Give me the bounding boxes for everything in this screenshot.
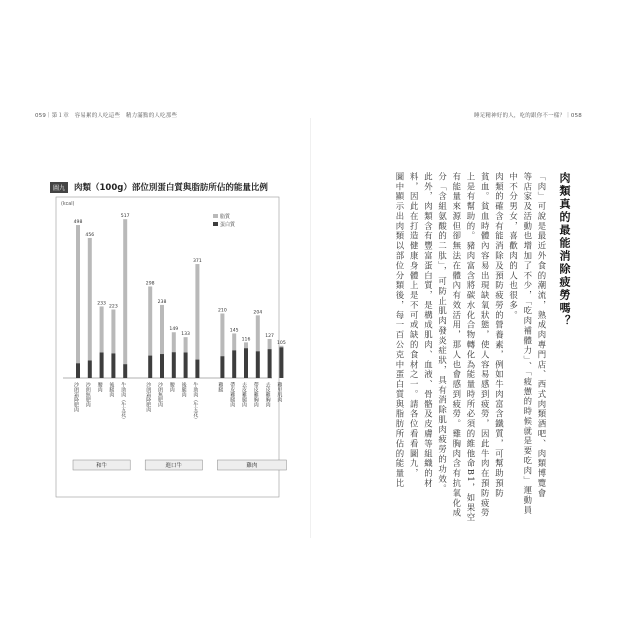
- category-label: 後腿肉: [180, 382, 187, 397]
- category-label: 牛助肉（牛五花）: [120, 382, 127, 422]
- category-label: 帶皮雞胸肉: [252, 382, 259, 407]
- body-column: 料，因此在打造健康身體上是不可或缺的食材之一。請各位看看圖九，: [409, 172, 420, 479]
- bar-protein: [111, 353, 115, 378]
- bar-total-label: 133: [181, 332, 190, 338]
- bar-protein: [160, 354, 164, 378]
- category-label: 雞腿: [217, 382, 224, 392]
- bar-total-label: 116: [241, 337, 251, 343]
- bar-total-label: 371: [193, 259, 202, 265]
- bar-fat: [244, 342, 248, 348]
- bar-protein: [220, 356, 224, 378]
- category-label: 雞里肌肉: [276, 382, 283, 402]
- bar-fat: [279, 346, 283, 348]
- category-label: 牛助肉（牛五花）: [192, 382, 199, 422]
- body-column: 中不分男女，喜歡肉的人也很多。: [508, 172, 519, 321]
- group-label: 和牛: [96, 463, 108, 469]
- bar-total-label: 149: [169, 327, 179, 333]
- bar-fat: [232, 333, 236, 350]
- bar-fat: [111, 310, 115, 354]
- bar-total-label: 105: [277, 340, 286, 346]
- figure-title: [50, 181, 268, 193]
- legend-swatch-fat: [213, 214, 218, 218]
- page-gutter: [310, 118, 311, 538]
- body-column: 貧血。貧血時體內容易出現缺氧狀態，使人容易感到疲勞，因此牛肉在預防疲勞: [480, 172, 491, 519]
- category-label: 沙朗霜降肥肉: [73, 382, 79, 412]
- bar-fat: [100, 306, 104, 352]
- category-label: 沙朗霜降肥肉: [145, 382, 152, 412]
- bar-fat: [184, 337, 188, 352]
- legend-label-protein: 蛋白質: [220, 222, 236, 228]
- left-page-header: 059｜第１章 容易累的人吃這些 精力滿點的人吃那些: [35, 113, 178, 119]
- bar-fat: [220, 314, 224, 357]
- bar-protein: [184, 353, 188, 378]
- body-column: 等店家及活動也增加了不少，「吃肉補體力」、「疲憊的時候就是要吃肉」運動員: [522, 172, 533, 516]
- category-label: 沙朗無肥肉: [84, 382, 91, 407]
- bar-protein: [232, 350, 236, 378]
- bar-protein: [76, 363, 80, 378]
- bar-fat: [88, 238, 92, 361]
- bar-protein: [123, 364, 127, 378]
- legend-label-fat: 脂質: [220, 214, 231, 220]
- body-column: 「肉」可說是最近外食的潮流，熟成肉專門店、西式肉類酒吧、肉類博覽會: [537, 172, 547, 499]
- bar-fat: [195, 264, 199, 360]
- category-label: 腰肉: [96, 382, 103, 392]
- body-column: 分「含組氨酸的二肽」，可防止肌肉發炎症狀，具有消除肌肉疲勞的功效。: [437, 172, 448, 495]
- category-label: 腰肉: [168, 382, 175, 392]
- group-label: 雞肉: [246, 463, 258, 469]
- bar-total-label: 210: [218, 308, 227, 314]
- figure-title-text: 肉類（100g）部位別蛋白質與脂肪所佔的能量比例: [74, 183, 268, 193]
- figure-badge: 圖九: [50, 182, 68, 193]
- body-column: 圖中顯示出肉類以部位分類後，每一百公克中蛋白質與脂肪所佔的能量比: [395, 172, 405, 489]
- bar-protein: [195, 360, 199, 378]
- bar-total-label: 127: [265, 333, 274, 339]
- bar-fat: [148, 286, 152, 355]
- bar-total-label: 204: [253, 310, 263, 316]
- bar-fat: [256, 315, 260, 351]
- category-label: 沙朗無肥肉: [157, 382, 163, 407]
- group-label: 進口牛: [165, 463, 183, 469]
- category-label: 去皮雞胸肉: [264, 382, 271, 407]
- bar-total-label: 233: [97, 301, 106, 307]
- y-axis-label: (kcal): [61, 202, 75, 207]
- bar-total-label: 517: [120, 214, 130, 220]
- bar-fat: [172, 332, 176, 352]
- category-label: 後腿肉: [108, 382, 115, 397]
- bar-total-label: 298: [145, 281, 155, 287]
- bar-total-label: 456: [85, 232, 95, 238]
- section-heading: 肉類真的最能消除疲勞嗎？: [558, 172, 571, 328]
- legend-swatch-protein: [213, 222, 218, 226]
- bar-protein: [244, 348, 248, 378]
- bar-fat: [160, 305, 164, 354]
- bar-total-label: 498: [73, 220, 83, 226]
- bar-protein: [172, 352, 176, 378]
- body-column: 此外，肉類含有豐富蛋白質，是構成肌肉、血液、骨骼及皮膚等組織的材: [423, 172, 434, 489]
- bar-protein: [268, 349, 272, 378]
- bar-protein: [279, 347, 283, 378]
- bar-total-label: 145: [229, 328, 239, 334]
- bar-protein: [100, 353, 104, 378]
- body-column: 肉類的確含有能消除及預防疲勞的營養素，例如牛肉富含鐵質，可幫助預防: [494, 172, 505, 499]
- category-label: 去皮雞腿肉: [241, 382, 247, 407]
- bar-protein: [88, 360, 92, 378]
- bar-protein: [148, 356, 152, 378]
- bar-total-label: 238: [157, 299, 167, 305]
- body-column: 上是有幫助的。豬肉富含將碳水化合物轉化為能量時所必須的維他命B1，如果空: [466, 172, 476, 523]
- bar-total-label: 223: [109, 304, 118, 310]
- bar-fat: [268, 339, 272, 349]
- bar-protein: [256, 351, 260, 378]
- body-column: 有能量來源但卻無法在體內有效活用，那人也會感到疲勞。雞胸肉含有抗氧化成: [451, 172, 462, 519]
- bar-fat: [76, 225, 80, 363]
- category-label: 帶皮雞腿肉: [229, 382, 236, 407]
- bar-fat: [123, 219, 127, 364]
- right-page-header: 睡足精神好的人，吃的跟你不一樣？｜058: [474, 113, 582, 119]
- stacked-bar-chart: [55, 196, 286, 501]
